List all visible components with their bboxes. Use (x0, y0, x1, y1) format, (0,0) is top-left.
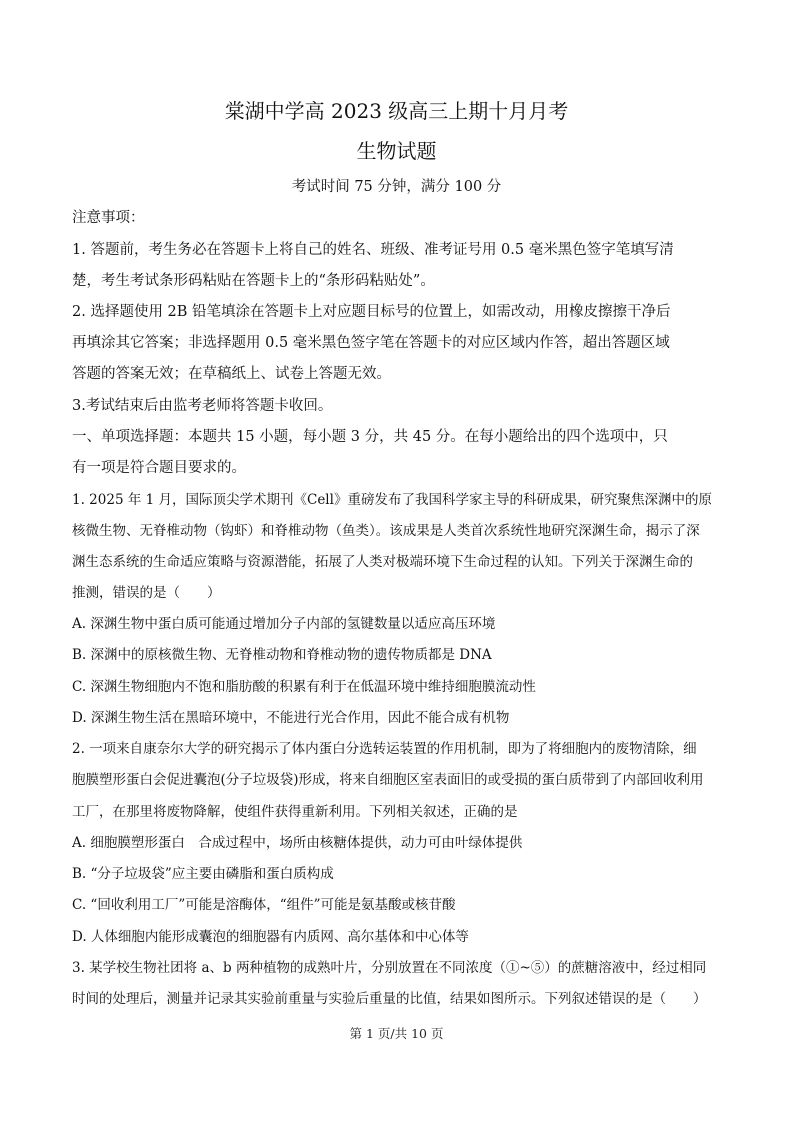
notice-heading: 注意事项： (72, 210, 145, 226)
notice-line: 答题的答案无效；在草稿纸上、试卷上答题无效。 (72, 366, 391, 382)
section-heading: 有一项是符合题目要求的。 (72, 460, 246, 476)
question-1-option-c: C. 深渊生物细胞内不饱和脂肪酸的积累有利于在低温环境中维持细胞膜流动性 (72, 679, 536, 695)
question-2-option-d: D. 人体细胞内能形成囊泡的细胞器有内质网、高尔基体和中心体等 (72, 929, 469, 945)
question-1-option-a: A. 深渊生物中蛋白质可能通过增加分子内部的氢键数量以适应高压环境 (72, 616, 496, 632)
question-2-stem: 2. 一项来自康奈尔大学的研究揭示了体内蛋白分选转运装置的作用机制，即为了将细胞内的废物清除，细 (72, 741, 697, 757)
question-1-option-b: B. 深渊中的原核微生物、无脊椎动物和脊椎动物的遗传物质都是 DNA (72, 647, 492, 663)
question-2-stem: 胞膜塑形蛋白会促进囊泡(分子垃圾袋)形成，将来自细胞区室表面旧的或受损的蛋白质带到了内部回收利用 (72, 772, 704, 788)
question-2-option-c: C. “回收利用工厂”可能是溶酶体，“组件”可能是氨基酸或核苷酸 (72, 897, 456, 913)
notice-line: 3.考试结束后由监考老师将答题卡收回。 (72, 398, 333, 414)
notice-line: 2. 选择题使用 2B 铅笔填涂在答题卡上对应题目标号的位置上，如需改动，用橡皮擦擦干净后 (72, 304, 671, 320)
question-2-stem: 工厂，在那里将废物降解，使组件获得重新利用。下列相关叙述，正确的是 (72, 804, 518, 820)
question-3-stem: 时间的处理后，测量并记录其实验前重量与实验后重量的比值，结果如图所示。下列叙述错误的是（ ） (72, 991, 707, 1007)
question-3-stem: 3. 某学校生物社团将 a、b 两种植物的成熟叶片，分别放置在不同浓度（①~⑤）的蔗糖溶液中，经过相同 (72, 960, 707, 976)
notice-line: 楚，考生考试条形码粘贴在答题卡上的“条形码粘贴处”。 (72, 273, 435, 289)
question-2-option-b: B. “分子垃圾袋”应主要由磷脂和蛋白质构成 (72, 866, 334, 882)
question-1-stem: 核微生物、无脊椎动物（钩虾）和脊椎动物（鱼类）。该成果是人类首次系统性地研究深渊生命，揭示了深 (72, 523, 700, 539)
question-1-stem: 推测，错误的是（ ） (72, 585, 221, 601)
subject-title: 生物试题 (356, 139, 437, 163)
notice-line: 1. 答题前，考生务必在答题卡上将自己的姓名、班级、准考证号用 0.5 毫米黑色签字笔填写清 (72, 242, 674, 258)
question-2-option-a: A. 细胞膜塑形蛋白 合成过程中，场所由核糖体提供，动力可由叶绿体提供 (72, 835, 523, 851)
question-1-stem: 1. 2025 年 1 月，国际顶尖学术期刊《Cell》重磅发布了我国科学家主导的科研成果，研究聚焦深渊中的原 (72, 492, 712, 508)
section-heading: 一、单项选择题：本题共 15 小题，每小题 3 分，共 45 分。在每小题给出的四个选项中，只 (72, 429, 668, 445)
notice-line: 再填涂其它答案；非选择题用 0.5 毫米黑色签字笔在答题卡的对应区域内作答，超出答题区域 (72, 335, 670, 351)
question-1-option-d: D. 深渊生物生活在黑暗环境中，不能进行光合作用，因此不能合成有机物 (72, 710, 510, 726)
question-1-stem: 渊生态系统的生命适应策略与资源潜能，拓展了人类对极端环境下生命过程的认知。下列关于深渊生命的 (72, 554, 693, 570)
exam-title: 棠湖中学高 2023 级高三上期十月月考 (224, 99, 569, 123)
page-number: 第 1 页/共 10 页 (349, 1026, 444, 1041)
exam-info: 考试时间 75 分钟，满分 100 分 (291, 179, 502, 195)
